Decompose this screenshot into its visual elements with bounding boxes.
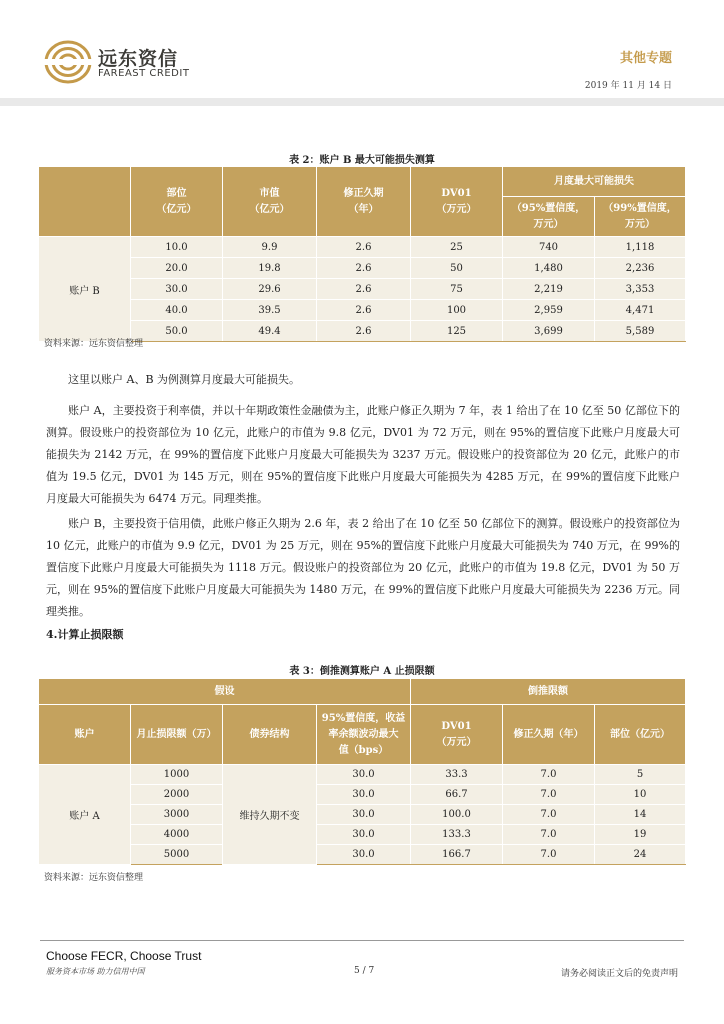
- table-cell: 25: [411, 237, 503, 258]
- table2: [38, 166, 686, 342]
- table-cell: 2000: [131, 785, 223, 805]
- table-row: [39, 279, 686, 300]
- table-cell: 2.6: [317, 237, 411, 258]
- footer-tagline: 服务资本市场 助力信用中国: [46, 967, 145, 976]
- table3-account-cell: 账户 A: [39, 765, 131, 865]
- table-row: [39, 805, 686, 825]
- table-cell: 3000: [131, 805, 223, 825]
- table-cell: 33.3: [411, 765, 503, 785]
- table2-header-blank: [39, 167, 131, 237]
- table-cell: 2,959: [503, 300, 595, 321]
- table-cell: 24: [595, 845, 686, 865]
- table-cell: 30.0: [131, 279, 223, 300]
- table-cell: 40.0: [131, 300, 223, 321]
- table-cell: 30.0: [317, 845, 411, 865]
- table-row: [39, 300, 686, 321]
- table-cell: 1,480: [503, 258, 595, 279]
- table3-structure-cell: 维持久期不变: [223, 765, 317, 865]
- footer-slogan: Choose FECR, Choose Trust: [46, 949, 202, 963]
- table3-header-position: 部位（亿元）: [595, 705, 686, 765]
- table-cell: 30.0: [317, 805, 411, 825]
- table-cell: 166.7: [411, 845, 503, 865]
- table3-group-assume: 假设: [39, 679, 411, 705]
- table-row: [39, 237, 686, 258]
- footer-divider: [40, 940, 684, 941]
- table2-header-position: 部位 （亿元）: [131, 167, 223, 237]
- table-cell: 100: [411, 300, 503, 321]
- brand-name-en: FAREAST CREDIT: [98, 68, 190, 79]
- table-cell: 7.0: [503, 825, 595, 845]
- table2-header-market-value: 市值 （亿元）: [223, 167, 317, 237]
- table-cell: 740: [503, 237, 595, 258]
- table-row: [39, 765, 686, 785]
- table3-group-derived: 倒推限额: [411, 679, 686, 705]
- table3-header-account: 账户: [39, 705, 131, 765]
- table-cell: 9.9: [223, 237, 317, 258]
- table-cell: 50.0: [131, 321, 223, 342]
- table3: [38, 678, 686, 865]
- table3-header-structure: 债券结构: [223, 705, 317, 765]
- table3-header-stop-loss: 月止损限额（万）: [131, 705, 223, 765]
- table-cell: 2.6: [317, 279, 411, 300]
- table-cell: 66.7: [411, 785, 503, 805]
- table2-header-max-loss: 月度最大可能损失: [503, 167, 686, 197]
- footer-disclaimer: 请务必阅读正文后的免责声明: [560, 969, 678, 979]
- table-cell: 4,471: [595, 300, 686, 321]
- table2-caption: 表 2：账户 B 最大可能损失测算: [289, 155, 435, 166]
- table-cell: 19: [595, 825, 686, 845]
- table-row: [39, 785, 686, 805]
- table-cell: 7.0: [503, 805, 595, 825]
- table2-header-dv01: DV01 （万元）: [411, 167, 503, 237]
- table-cell: 133.3: [411, 825, 503, 845]
- table3-caption: 表 3：倒推测算账户 A 止损限额: [289, 666, 435, 677]
- paragraph-account-b: 账户 B，主要投资于信用债，此账户修正久期为 2.6 年，表 2 给出了在 10 亿至 50 亿部位下的测算。假设账户的投资部位为 10 亿元，此账户的市值为 9.9 亿元，DV01 为 25 万元，则在 95%的置信度下此账户月度最大可能损失为 740 万元，在 99%的置信度下此账户月度最大可能损失为 1118 万元。假设账户的投资部位为 20 亿元，此账户的市值为 19.8 亿元，DV01 为 50 万元，则在 95%的置信度下此账户月度最大可能损失为 1480 万元，在 99%的置信度下此账户月度最大可能损失为 2236 万元。同理类推。: [46, 517, 680, 618]
- table-cell: 1000: [131, 765, 223, 785]
- table-cell: 30.0: [317, 785, 411, 805]
- table-cell: 2,219: [503, 279, 595, 300]
- table-cell: 2.6: [317, 300, 411, 321]
- table-cell: 4000: [131, 825, 223, 845]
- table-cell: 7.0: [503, 845, 595, 865]
- table-cell: 125: [411, 321, 503, 342]
- table-cell: 5: [595, 765, 686, 785]
- table-cell: 50: [411, 258, 503, 279]
- table-cell: 2,236: [595, 258, 686, 279]
- table-cell: 75: [411, 279, 503, 300]
- table2-source: 资料来源：远东资信整理: [44, 339, 144, 349]
- table-cell: 10.0: [131, 237, 223, 258]
- brand-name-cn: 远东资信: [98, 48, 179, 70]
- table-cell: 14: [595, 805, 686, 825]
- table-cell: 3,353: [595, 279, 686, 300]
- table3-header-volatility: 95%置信度，收益 率余额波动最大 值（bps）: [317, 705, 411, 765]
- table3-header-dv01: DV01 （万元）: [411, 705, 503, 765]
- paragraph-intro: 这里以账户 A、B 为例测算月度最大可能损失。: [68, 373, 301, 386]
- table-cell: 100.0: [411, 805, 503, 825]
- table2-account-cell: 账户 B: [39, 237, 131, 342]
- section-subheading: 4.计算止损限额: [46, 628, 124, 641]
- table3-source: 资料来源：远东资信整理: [44, 873, 144, 883]
- table-cell: 2.6: [317, 258, 411, 279]
- table-cell: 29.6: [223, 279, 317, 300]
- table-row: [39, 825, 686, 845]
- table-cell: 7.0: [503, 765, 595, 785]
- paragraph-account-a: 账户 A，主要投资于利率债，并以十年期政策性金融债为主，此账户修正久期为 7 年，表 1 给出了在 10 亿至 50 亿部位下的测算。假设账户的投资部位为 10 亿元，此账户的市值为 9.8 亿元，DV01 为 72 万元，则在 95%的置信度下此账户月度最大可能损失为 2142 万元，在 99%的置信度下此账户月度最大可能损失为 3237 万元。假设账户的投资部位为 20 亿元，此账户的市值为 19.5 亿元，DV01 为 145 万元，则在 95%的置信度下此账户月度最大可能损失为 4285 万元，在 99%的置信度下此账户月度最大可能损失为 6474 万元。同理类推。: [46, 404, 680, 505]
- report-date: 2019 年 11 月 14 日: [584, 81, 672, 91]
- table2-header-conf95: （95%置信度， 万元）: [503, 197, 595, 237]
- table-cell: 49.4: [223, 321, 317, 342]
- table-cell: 2.6: [317, 321, 411, 342]
- section-label: 其他专题: [619, 51, 672, 66]
- table2-header-duration: 修正久期 （年）: [317, 167, 411, 237]
- table-cell: 30.0: [317, 765, 411, 785]
- table-cell: 39.5: [223, 300, 317, 321]
- table3-header-duration: 修正久期（年）: [503, 705, 595, 765]
- table2-header-conf99: （99%置信度， 万元）: [595, 197, 686, 237]
- table-cell: 3,699: [503, 321, 595, 342]
- table-row: [39, 845, 686, 865]
- table-cell: 5000: [131, 845, 223, 865]
- header-divider: [0, 98, 724, 106]
- table-cell: 7.0: [503, 785, 595, 805]
- table-cell: 1,118: [595, 237, 686, 258]
- table-cell: 19.8: [223, 258, 317, 279]
- table-cell: 5,589: [595, 321, 686, 342]
- table-cell: 20.0: [131, 258, 223, 279]
- page-number: 5 / 7: [354, 966, 375, 976]
- table-cell: 10: [595, 785, 686, 805]
- table-cell: 30.0: [317, 825, 411, 845]
- fareast-logo-icon: [44, 40, 92, 84]
- table-row: [39, 258, 686, 279]
